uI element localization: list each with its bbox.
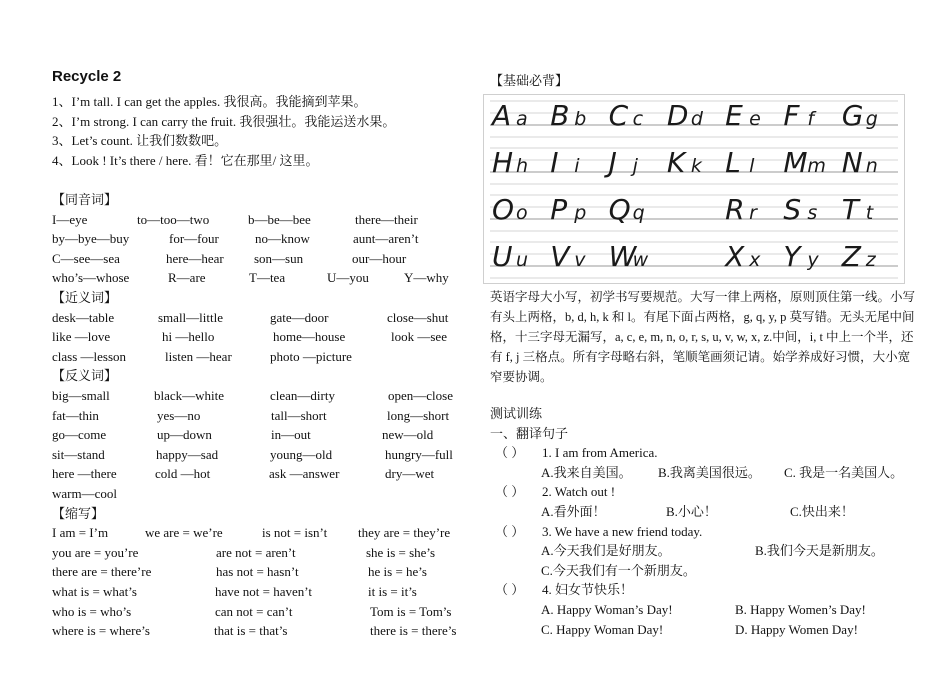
uppercase-letter: N (841, 146, 863, 179)
contraction: there are = there’re (52, 564, 152, 580)
contraction: she is = she’s (366, 544, 436, 560)
word-pair: photo —picture (270, 348, 352, 364)
word-pair: up—down (157, 427, 212, 443)
answer-bracket[interactable]: （ ） (495, 582, 525, 598)
word-pair: U—you (327, 270, 369, 286)
word-pair: in—out (271, 427, 311, 443)
word-pair: hungry—full (385, 446, 453, 462)
homophones-header: 【同音词】 (52, 192, 118, 207)
contraction: Tom is = Tom’s (370, 603, 452, 619)
lowercase-letter: k (690, 155, 702, 177)
word-pair: for—four (169, 231, 219, 247)
lowercase-letter: s (807, 202, 818, 224)
word-pair: sit—stand (52, 446, 105, 462)
lowercase-letter: p (574, 202, 587, 224)
uppercase-letter: V (550, 240, 570, 273)
word-pair: clean—dirty (270, 388, 335, 403)
word-pair: no—know (255, 231, 310, 247)
word-pair: open—close (388, 388, 453, 403)
lowercase-letter: e (749, 108, 761, 130)
uppercase-letter: Y (783, 240, 801, 273)
lowercase-letter: d (690, 108, 703, 130)
word-pair: black—white (154, 388, 225, 403)
test-header: 测试训练 (490, 406, 543, 421)
option-b[interactable]: B.我离美国很远。 (658, 464, 761, 480)
uppercase-letter: O (492, 193, 515, 226)
word-pair: young—old (270, 446, 333, 462)
lowercase-letter: x (749, 249, 761, 271)
uppercase-letter: U (492, 240, 513, 273)
word-pair: aunt—aren’t (353, 231, 419, 247)
answer-bracket[interactable]: （ ） (495, 523, 525, 539)
lowercase-letter: z (865, 249, 876, 271)
uppercase-letter: K (666, 146, 686, 179)
uppercase-letter: C (608, 99, 629, 132)
contraction: there is = there’s (370, 623, 457, 639)
word-pair: close—shut (387, 309, 449, 325)
word-pair: listen —hear (165, 348, 232, 364)
contraction: what is = what’s (52, 584, 137, 599)
lowercase-letter: m (807, 155, 826, 177)
word-pair: here—hear (166, 250, 224, 266)
word-pair: new—old (382, 427, 434, 443)
lowercase-letter: y (807, 249, 819, 271)
option-c[interactable]: C. 我是一名美国人。 (784, 464, 904, 480)
contraction: he is = he’s (368, 564, 427, 580)
word-pair: look —see (391, 329, 447, 345)
contraction: that is = that’s (214, 623, 288, 639)
uppercase-letter: H (492, 146, 514, 179)
word-pair: T—tea (249, 270, 286, 286)
word-pair: gate—door (270, 309, 329, 325)
word-pair: like —love (52, 329, 111, 345)
sentence-2: 2、I’m strong. I can carry the fruit. 我很强壮。我能运送水果。 (52, 113, 396, 129)
uppercase-letter: W (608, 240, 637, 273)
word-pair: ask —answer (269, 466, 340, 482)
sentence-4: 4、Look ! It’s there / here. 看！它在那里/ 这里。 (52, 152, 319, 168)
contraction: you are = you’re (52, 544, 139, 560)
contraction: they are = they’re (358, 525, 451, 541)
uppercase-letter: M (783, 146, 808, 179)
word-pair: our—hour (352, 250, 407, 266)
alphabet-handwriting-chart (483, 94, 905, 284)
alphabet-grid (484, 95, 904, 283)
uppercase-letter: T (841, 193, 859, 226)
word-pair: long—short (387, 407, 450, 423)
word-pair: class —lesson (52, 348, 127, 364)
uppercase-letter: A (492, 99, 512, 132)
lowercase-letter: u (516, 249, 529, 271)
word-pair: b—be—bee (248, 211, 311, 227)
option-a[interactable]: A.看外面！ (541, 504, 606, 519)
lowercase-letter: g (865, 108, 878, 130)
uppercase-letter: P (550, 193, 568, 226)
option-a[interactable]: A.今天我们是好朋友。 (541, 543, 671, 559)
lowercase-letter: q (632, 202, 645, 224)
lowercase-letter: h (516, 155, 529, 177)
uppercase-letter: F (783, 99, 800, 132)
word-pair: son—sun (254, 250, 304, 266)
option-c[interactable]: C. Happy Woman Day! (541, 621, 664, 637)
uppercase-letter: D (666, 99, 689, 132)
word-pair: fat—thin (52, 407, 99, 423)
contraction: are not = aren’t (216, 544, 296, 560)
contraction: where is = where’s (52, 623, 150, 639)
contraction: who is = who’s (52, 603, 132, 619)
lowercase-letter: r (749, 202, 757, 224)
contraction: we are = we’re (145, 525, 223, 541)
contractions-header: 【缩写】 (52, 505, 105, 521)
question-text: 2. Watch out ! (542, 484, 616, 500)
basics-header: 【基础必背】 (490, 73, 569, 88)
contraction: it is = it’s (368, 584, 417, 599)
word-pair: who’s—whose (52, 270, 130, 286)
option-b[interactable]: B.小心！ (666, 504, 717, 519)
uppercase-letter: Q (608, 193, 631, 226)
option-c[interactable]: C.今天我们有一个新朋友。 (541, 562, 696, 578)
uppercase-letter: X (725, 240, 745, 273)
contraction: is not = isn’t (262, 525, 328, 541)
word-pair: small—little (158, 309, 223, 325)
option-a[interactable]: A. Happy Woman’s Day! (541, 602, 673, 617)
lowercase-letter: i (574, 155, 580, 177)
synonyms-header: 【近义词】 (52, 290, 118, 305)
lowercase-letter: n (865, 155, 878, 177)
lowercase-letter: c (632, 108, 644, 130)
word-pair: there—their (355, 211, 418, 227)
uppercase-letter: G (841, 99, 864, 132)
word-pair: happy—sad (156, 446, 219, 462)
word-pair: warm—cool (52, 486, 117, 501)
word-pair: cold —hot (155, 466, 211, 482)
word-pair: here —there (52, 466, 117, 482)
uppercase-letter: Z (841, 240, 861, 273)
lowercase-letter: b (574, 108, 587, 130)
word-pair: tall—short (271, 407, 327, 423)
sentence-3: 3、Let’s count. 让我们数数吧。 (52, 133, 228, 149)
option-b[interactable]: B. Happy Women’s Day! (735, 602, 866, 617)
uppercase-letter: J (608, 146, 617, 179)
word-pair: big—small (52, 388, 110, 403)
uppercase-letter: B (550, 99, 570, 132)
word-pair: hi —hello (162, 329, 215, 345)
answer-bracket[interactable]: （ ） (495, 445, 525, 461)
uppercase-letter: S (783, 193, 802, 226)
lowercase-letter: v (574, 249, 586, 271)
uppercase-letter: L (725, 146, 741, 179)
word-pair: Y—why (404, 270, 449, 286)
word-pair: C—see—sea (52, 250, 120, 266)
antonyms-header: 【反义词】 (52, 368, 118, 384)
option-b[interactable]: B.我们今天是新朋友。 (755, 543, 884, 559)
word-pair: desk—table (52, 309, 115, 325)
lowercase-letter: t (865, 202, 874, 224)
option-d[interactable]: D. Happy Women Day! (735, 621, 858, 637)
uppercase-letter: I (550, 146, 559, 179)
lowercase-letter: o (516, 202, 528, 224)
word-pair: R—are (168, 270, 206, 286)
sentence-1: 1、I’m tall. I can get the apples. 我很高。我能摘到苹果。 (52, 94, 367, 109)
contraction: I am = I’m (52, 525, 109, 541)
word-pair: yes—no (157, 407, 201, 423)
lowercase-letter: j (632, 155, 638, 177)
word-pair: to—too—two (137, 211, 210, 227)
word-pair: go—come (52, 427, 107, 443)
question-text: 4. 妇女节快乐！ (542, 582, 634, 598)
option-c[interactable]: C.快出来！ (790, 504, 854, 519)
lowercase-letter: f (807, 108, 815, 130)
answer-bracket[interactable]: （ ） (495, 484, 525, 500)
contraction: has not = hasn’t (216, 564, 299, 580)
page-title: Recycle 2 (52, 68, 122, 85)
lowercase-letter: a (516, 108, 528, 130)
question-text: 1. I am from America. (542, 445, 658, 461)
word-pair: home—house (273, 329, 346, 345)
option-a[interactable]: A.我来自美国。 (541, 464, 632, 480)
writing-rules-note: 英语字母大小写，初学书写要规范。大写一律上两格，原则顶住第一线。小写有头上两格，b, d, h, k 和 l。有尾下面占两格，g, q, y, p 莫写错。无头无尾中间格，十三字母无漏写，a, c, e, m, n, o, r, s, u, v, w, x, z.中间，i, t 中上一个半，还有 f, j 三格点。所有字母略右斜，笔顺笔画须记请。始学养成好习惯，大小宽窄要协调。 (490, 290, 916, 384)
contraction: have not = haven’t (215, 584, 312, 599)
section-translate-title: 一、翻译句子 (490, 425, 569, 441)
uppercase-letter: E (725, 99, 743, 132)
lowercase-letter: w (632, 249, 649, 271)
word-pair: I—eye (52, 211, 88, 227)
uppercase-letter: R (725, 193, 745, 226)
question-text: 3. We have a new friend today. (542, 523, 703, 539)
word-pair: dry—wet (385, 466, 435, 482)
word-pair: by—bye—buy (52, 231, 130, 247)
lowercase-letter: l (749, 155, 755, 177)
contraction: can not = can’t (215, 603, 293, 619)
